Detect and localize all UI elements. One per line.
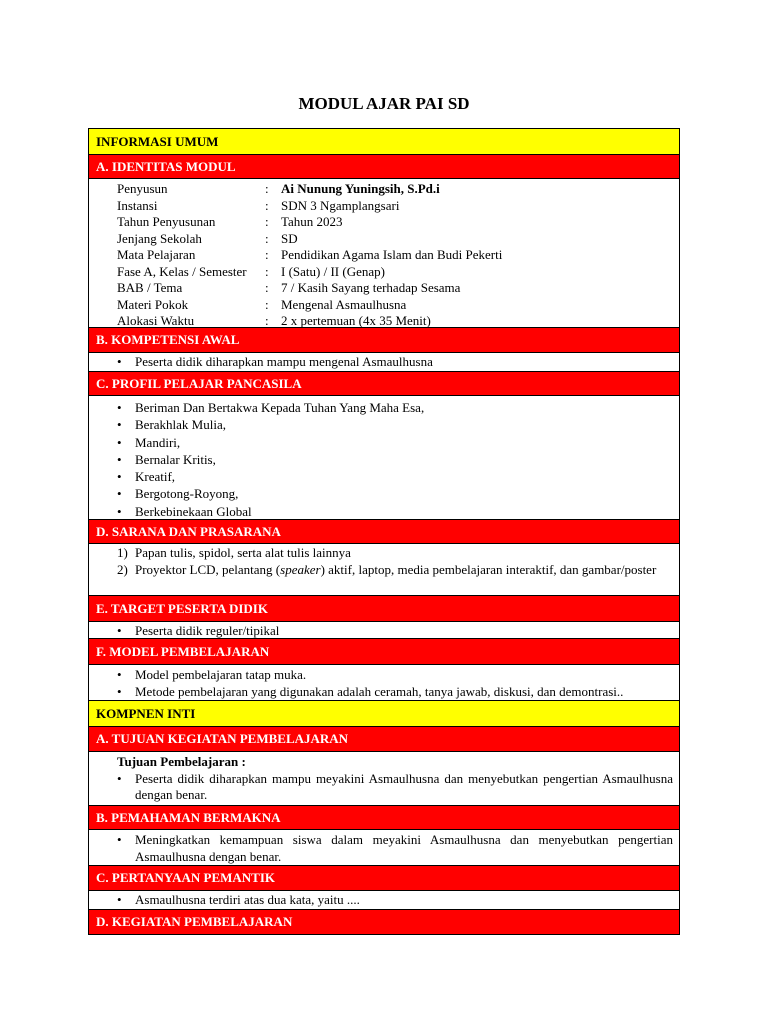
header-sarana-prasarana: D. SARANA DAN PRASARANA [89,520,679,544]
list-item-text: Mandiri, [135,434,181,450]
header-tujuan-kegiatan: A. TUJUAN KEGIATAN PEMBELAJARAN [89,727,679,752]
list-item [117,354,673,371]
list-item [117,771,673,804]
list-item-text: Asmaulhusna terdiri atas dua kata, yaitu .... [135,892,360,907]
list-item [117,434,673,451]
identitas-row-tahun [117,214,673,231]
list-item-text: Bernalar Kritis, [135,451,216,467]
pemahaman-list [89,830,679,866]
bullet-icon: • [117,683,122,699]
list-item-text: Beriman Dan Bertakwa Kepada Tuhan Yang Maha Esa, [135,400,425,415]
header-kegiatan-pembelajaran: D. KEGIATAN PEMBELAJARAN [89,910,679,934]
identitas-colon: : [265,280,269,295]
identitas-colon: : [265,197,269,213]
list-item [117,399,673,416]
list-item [117,684,673,701]
list-item-text [135,562,656,579]
bullet-icon: • [117,667,122,682]
identitas-value: Pendidikan Agama Islam dan Budi Pekerti [281,247,503,262]
identitas-row-jenjang [117,231,673,248]
identitas-row-mapel [117,247,673,264]
list-item-text: Bergotong-Royong, [135,486,239,502]
identitas-value: SDN 3 Ngamplangsari [281,197,400,213]
header-identitas-modul: A. IDENTITAS MODUL [89,155,679,179]
identitas-label: Penyusun [117,181,168,196]
list-item-text: Metode pembelajaran yang digunakan adalah ceramah, tanya jawab, diskusi, dan demontrasi.. [135,683,624,699]
header-profil-pancasila: C. PROFIL PELAJAR PANCASILA [89,372,679,396]
list-item-text: Meningkatkan kemampuan siswa dalam meyakini Asmaulhusna dan menyebutkan pengertian Asmaulhusna dengan benar. [135,832,673,864]
bullet-icon: • [117,434,122,450]
identitas-label: Alokasi Waktu [117,313,195,328]
list-item-text: Berkebinekaan Global [135,503,252,519]
bullet-icon: • [117,770,122,786]
list-item [117,451,673,468]
identitas-colon: : [265,313,269,328]
identitas-colon: : [265,214,269,229]
identitas-value: Ai Nunung Yuningsih, S.Pd.i [281,181,440,196]
list-item [117,468,673,485]
list-item-text: Peserta didik diharapkan mampu mengenal Asmaulhusna [135,354,433,369]
list-item-text: Kreatif, [135,469,176,485]
module-table [88,128,680,935]
identitas-colon: : [265,230,269,246]
identitas-colon: : [265,263,269,279]
header-kompetensi-awal: B. KOMPETENSI AWAL [89,328,679,353]
identitas-label: Mata Pelajaran [117,247,196,262]
text-segment: Proyektor LCD, pelantang ( [135,561,281,577]
section-komponen-inti: KOMPNEN INTI [89,701,679,727]
identitas-label: Jenjang Sekolah [117,230,202,246]
section-informasi-umum: INFORMASI UMUM [89,129,679,155]
list-item [117,667,673,684]
list-item [117,503,673,520]
identitas-colon: : [265,296,269,312]
identitas-label: Fase A, Kelas / Semester [117,263,247,279]
target-list [89,622,679,639]
identitas-colon: : [265,181,269,196]
list-item-text: Berakhlak Mulia, [135,417,226,433]
identitas-value: Mengenal Asmaulhusna [281,296,407,312]
identitas-label: Instansi [117,197,158,213]
identitas-row-materi [117,297,673,314]
header-model-pembelajaran: F. MODEL PEMBELAJARAN [89,639,679,665]
list-item [117,623,673,640]
identitas-row-instansi [117,198,673,215]
list-item [117,416,673,433]
text-segment-italic: speaker [280,561,321,577]
header-pertanyaan-pemantik: C. PERTANYAAN PEMANTIK [89,866,679,891]
list-item [117,485,673,502]
bullet-icon: • [117,623,122,638]
bullet-icon: • [117,354,122,369]
identitas-value: Tahun 2023 [281,214,343,229]
bullet-icon: • [117,469,122,485]
header-pemahaman-bermakna: B. PEMAHAMAN BERMAKNA [89,806,679,830]
list-number: 1) [117,545,128,560]
identitas-list [89,179,679,328]
sarana-list [89,544,679,596]
bullet-icon: • [117,832,122,847]
list-item-text: Peserta didik diharapkan mampu meyakini Asmaulhusna dan menyebutkan pengertian Asmaulhusna dengan benar. [135,770,673,802]
tujuan-subheading: Tujuan Pembelajaran : [117,754,246,769]
list-number: 2) [117,561,128,577]
kompetensi-awal-list [89,353,679,372]
list-item [117,892,673,909]
text-segment: ) aktif, laptop, media pembelajaran interaktif, dan gambar/poster [320,561,657,577]
identitas-colon: : [265,247,269,262]
tujuan-content [89,752,679,806]
list-item [117,832,673,865]
pertanyaan-list [89,891,679,910]
identitas-label: Tahun Penyusunan [117,214,216,229]
list-item-text: Peserta didik reguler/tipikal [135,623,280,638]
identitas-row-fase [117,264,673,281]
list-item [117,562,673,579]
identitas-row-bab [117,280,673,297]
bullet-icon: • [117,400,122,415]
identitas-value: 7 / Kasih Sayang terhadap Sesama [281,280,461,295]
header-target-peserta: E. TARGET PESERTA DIDIK [89,596,679,622]
model-list [89,665,679,701]
bullet-icon: • [117,417,122,433]
bullet-icon: • [117,451,122,467]
identitas-label: Materi Pokok [117,296,189,312]
identitas-label: BAB / Tema [117,280,183,295]
document-title: MODUL AJAR PAI SD [298,94,470,113]
list-item-text: Papan tulis, spidol, serta alat tulis lainnya [135,545,351,560]
identitas-value: SD [281,230,298,246]
identitas-value: I (Satu) / II (Genap) [281,263,385,279]
identitas-row-penyusun [117,181,673,198]
profil-list [89,396,679,520]
list-item-text: Model pembelajaran tatap muka. [135,667,307,682]
bullet-icon: • [117,486,122,502]
list-item [117,545,673,562]
identitas-value: 2 x pertemuan (4x 35 Menit) [281,313,431,328]
bullet-icon: • [117,503,122,519]
bullet-icon: • [117,892,122,907]
